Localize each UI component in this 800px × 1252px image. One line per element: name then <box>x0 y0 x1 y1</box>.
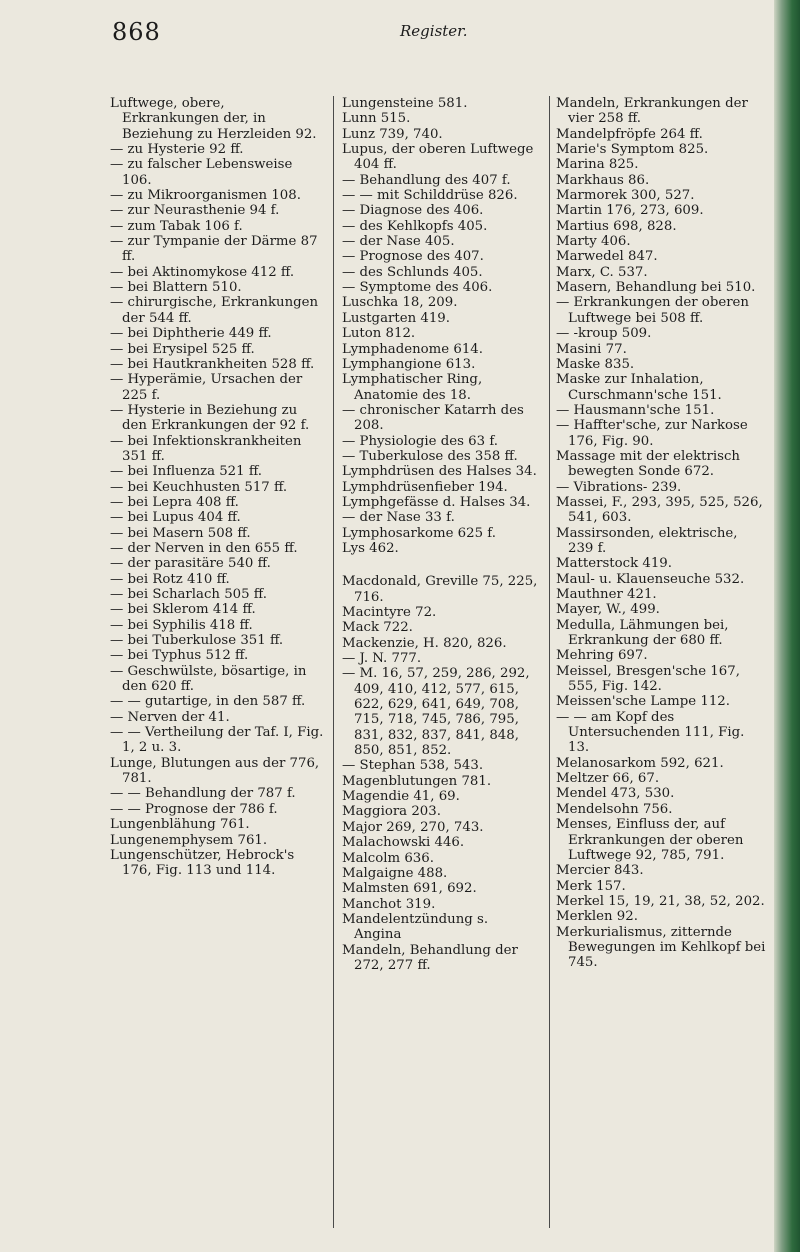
index-entry: — Hyperämie, Ursachen der 225 f. <box>110 372 307 403</box>
index-entry: Martius 698, 828. <box>556 218 677 234</box>
index-entry: — bei Diphtherie 449 ff. <box>110 326 272 342</box>
index-entry: — chronischer Katarrh des 208. <box>342 402 529 434</box>
index-entry: — des Kehlkopfs 405. <box>342 218 488 234</box>
index-entry: Masern, Behandlung bei 510. <box>556 280 756 296</box>
index-entry: Menses, Einfluss der, auf Erkrankungen der oberen Luftwege 92, 785, 791. <box>556 817 748 863</box>
index-entry: Mercier 843. <box>556 863 644 879</box>
index-entry: — bei Aktinomykose 412 ff. <box>110 264 295 280</box>
index-entry: Medulla, Lähmungen bei, Erkrankung der 680 ff. <box>556 617 733 649</box>
index-entry: — Prognose des 407. <box>342 249 484 265</box>
index-entry: Malgaigne 488. <box>342 865 448 881</box>
index-entry: — der Nase 33 f. <box>342 510 455 526</box>
index-entry: — Stephan 538, 543. <box>342 758 484 774</box>
index-entry: — Hysterie in Beziehung zu den Erkrankungen der 92 f. <box>110 402 310 434</box>
index-entry: Marx, C. 537. <box>556 264 648 280</box>
index-entry: — Vibrations- 239. <box>556 479 682 495</box>
index-entry: Maske zur Inhalation, Curschmann'sche 151. <box>556 372 722 403</box>
index-entry: Merkurialismus, zitternde Bewegungen im Kehlkopf bei 745. <box>556 924 770 971</box>
index-entry: Merkel 15, 19, 21, 38, 52, 202. <box>556 893 765 909</box>
index-entry: — Haffter'sche, zur Narkose 176, Fig. 90. <box>556 418 752 449</box>
index-entry: — — Vertheilung der Taf. I, Fig. 1, 2 u. 3. <box>110 725 328 756</box>
index-entry: Malcolm 636. <box>342 850 434 866</box>
index-entry: — Diagnose des 406. <box>342 203 484 219</box>
index-entry: Lymphadenome 614. <box>342 341 483 357</box>
index-entry: — -kroup 509. <box>556 326 652 342</box>
index-entry: — bei Syphilis 418 ff. <box>110 617 253 633</box>
index-entry: — — Prognose der 786 f. <box>110 801 278 817</box>
index-entry: Lustgarten 419. <box>342 310 450 326</box>
index-entry: Meltzer 66, 67. <box>556 771 660 787</box>
index-entry: Mandeln, Behandlung der 272, 277 ff. <box>342 942 523 973</box>
index-entry: Marie's Symptom 825. <box>556 142 709 158</box>
index-entry: Marmorek 300, 527. <box>556 188 695 204</box>
index-entry: Lymphgefässe d. Halses 34. <box>342 494 531 510</box>
column-divider <box>333 96 334 1228</box>
index-entry: Lungenschützer, Hebrock's 176, Fig. 113 und 114. <box>110 847 299 879</box>
index-entry: Martin 176, 273, 609. <box>556 203 704 219</box>
index-entry: — — gutartige, in den 587 ff. <box>110 694 306 710</box>
index-entry: — Nerven der 41. <box>110 709 230 725</box>
index-entry: Meissen'sche Lampe 112. <box>556 694 730 710</box>
index-entry: — der parasitäre 540 ff. <box>110 556 271 572</box>
index-entry: Luschka 18, 209. <box>342 295 458 311</box>
index-entry: Massei, F., 293, 395, 525, 526, 541, 603. <box>556 494 767 526</box>
index-entry: Lymphatischer Ring, Anatomie des 18. <box>342 372 487 403</box>
index-entry: Masini 77. <box>556 341 627 357</box>
running-head: Register. <box>400 22 468 40</box>
index-entry: Marina 825. <box>556 157 639 173</box>
page-number: 868 <box>112 18 161 46</box>
index-entry: — Symptome des 406. <box>342 280 493 296</box>
index-entry: — bei Lepra 408 ff. <box>110 494 239 510</box>
index-entry: Lymphosarkome 625 f. <box>342 525 496 541</box>
index-entry: — — am Kopf des Untersuchenden 111, Fig. 13. <box>556 709 749 756</box>
index-entry: Massirsonden, elektrische, 239 f. <box>556 525 742 556</box>
index-entry: — bei Hautkrankheiten 528 ff. <box>110 356 315 372</box>
index-entry: — J. N. 777. <box>342 651 422 667</box>
index-entry: — zum Tabak 106 f. <box>110 218 243 234</box>
index-entry: — zu Hysterie 92 ff. <box>110 142 244 158</box>
index-entry: Magendie 41, 69. <box>342 789 460 805</box>
index-entry: Mandelpfröpfe 264 ff. <box>556 126 703 142</box>
index-entry: — zur Tympanie der Därme 87 ff. <box>110 234 322 265</box>
index-entry: — bei Rotz 410 ff. <box>110 571 230 587</box>
index-entry: Maggiora 203. <box>342 804 441 820</box>
index-entry: Macintyre 72. <box>342 605 437 620</box>
index-entry: Lymphdrüsenfieber 194. <box>342 479 508 495</box>
index-entry: — Tuberkulose des 358 ff. <box>342 448 518 464</box>
index-entry: — Hausmann'sche 151. <box>556 402 715 418</box>
index-entry: Mauthner 421. <box>556 587 657 602</box>
index-entry: Mehring 697. <box>556 648 648 664</box>
index-entry: Markhaus 86. <box>556 172 650 188</box>
index-entry: — zu Mikroorganismen 108. <box>110 188 301 204</box>
index-entry: Melanosarkom 592, 621. <box>556 755 724 771</box>
index-entry: Matterstock 419. <box>556 556 672 572</box>
index-entry: Magenblutungen 781. <box>342 773 492 789</box>
index-entry: Macdonald, Greville 75, 225, 716. <box>342 574 542 605</box>
index-entry: Merklen 92. <box>556 909 638 925</box>
index-entry: — bei Infektionskrankheiten 351 ff. <box>110 433 306 464</box>
index-entry: Mendelsohn 756. <box>556 801 673 817</box>
index-column-1 <box>110 96 328 879</box>
index-entry: Luton 812. <box>342 326 416 342</box>
index-entry: Lunn 515. <box>342 111 411 127</box>
index-entry: Lungenemphysem 761. <box>110 832 268 848</box>
index-entry: — bei Blattern 510. <box>110 280 242 296</box>
index-entry: Lupus, der oberen Luftwege 404 ff. <box>342 142 538 173</box>
index-entry: Manchot 319. <box>342 896 436 912</box>
index-entry: — zu falscher Lebensweise 106. <box>110 157 297 188</box>
index-entry: Lymphdrüsen des Halses 34. <box>342 464 537 480</box>
index-entry: Malachowski 446. <box>342 835 465 851</box>
index-entry: Maul- u. Klauenseuche 532. <box>556 571 745 587</box>
column-divider <box>549 96 550 1228</box>
index-column-2 <box>342 96 542 973</box>
index-entry: Mack 722. <box>342 620 413 636</box>
index-entry: — Erkrankungen der oberen Luftwege bei 508 ff. <box>556 295 754 326</box>
index-entry: Lunz 739, 740. <box>342 126 443 142</box>
index-entry: Mayer, W., 499. <box>556 602 660 618</box>
index-entry: — bei Scharlach 505 ff. <box>110 587 268 602</box>
index-entry: — chirurgische, Erkrankungen der 544 ff. <box>110 295 323 326</box>
section-gap <box>342 556 538 574</box>
index-entry: — — Behandlung der 787 f. <box>110 786 296 802</box>
index-entry: — bei Influenza 521 ff. <box>110 464 263 480</box>
index-entry: Maske 835. <box>556 356 635 372</box>
index-entry: Lys 462. <box>342 540 399 556</box>
index-column-3 <box>556 96 770 971</box>
index-entry: — bei Keuchhusten 517 ff. <box>110 479 288 495</box>
index-entry: Luftwege, obere, Erkrankungen der, in Beziehung zu Herzleiden 92. <box>110 96 317 142</box>
page-edge-binding <box>774 0 800 1252</box>
index-entry: — der Nerven in den 655 ff. <box>110 540 298 556</box>
index-entry: — bei Masern 508 ff. <box>110 525 251 541</box>
index-entry: — bei Lupus 404 ff. <box>110 510 241 526</box>
index-entry: — der Nase 405. <box>342 234 455 250</box>
index-entry: Malmsten 691, 692. <box>342 881 477 897</box>
index-entry: Major 269, 270, 743. <box>342 819 484 835</box>
index-entry: Merk 157. <box>556 878 626 894</box>
index-entry: Meissel, Bresgen'sche 167, 555, Fig. 142. <box>556 663 745 695</box>
index-entry: — bei Sklerom 414 ff. <box>110 602 256 618</box>
index-entry: Mandelentzündung s. Angina <box>342 911 493 943</box>
index-entry: — Behandlung des 407 f. <box>342 172 511 188</box>
index-entry: — M. 16, 57, 259, 286, 292, 409, 410, 412, 577, 615, 622, 629, 641, 649, 708, 715, 718, 745, 786, 795, 831, 832, 837, 841, 848, 850, 851, 852. <box>342 666 534 759</box>
index-entry: — bei Typhus 512 ff. <box>110 648 249 664</box>
index-entry: — zur Neurasthenie 94 f. <box>110 203 280 219</box>
index-entry: — Geschwülste, bösartige, in den 620 ff. <box>110 663 311 695</box>
index-entry: Lungensteine 581. <box>342 96 468 111</box>
index-entry: Marwedel 847. <box>556 249 658 265</box>
index-entry: Lunge, Blutungen aus der 776, 781. <box>110 755 324 787</box>
index-entry: — bei Tuberkulose 351 ff. <box>110 633 284 649</box>
index-entry: Mackenzie, H. 820, 826. <box>342 635 507 651</box>
index-entry: Massage mit der elektrisch bewegten Sonde 672. <box>556 448 745 480</box>
index-entry: — des Schlunds 405. <box>342 264 483 280</box>
index-entry: — Physiologie des 63 f. <box>342 433 498 449</box>
index-entry: Marty 406. <box>556 234 631 250</box>
index-entry: Lungenblähung 761. <box>110 817 250 833</box>
index-entry: Lymphangione 613. <box>342 356 476 372</box>
index-entry: — — mit Schilddrüse 826. <box>342 188 518 204</box>
index-entry: Mendel 473, 530. <box>556 786 675 802</box>
index-entry: Mandeln, Erkrankungen der vier 258 ff. <box>556 96 753 127</box>
index-entry: — bei Erysipel 525 ff. <box>110 341 255 357</box>
